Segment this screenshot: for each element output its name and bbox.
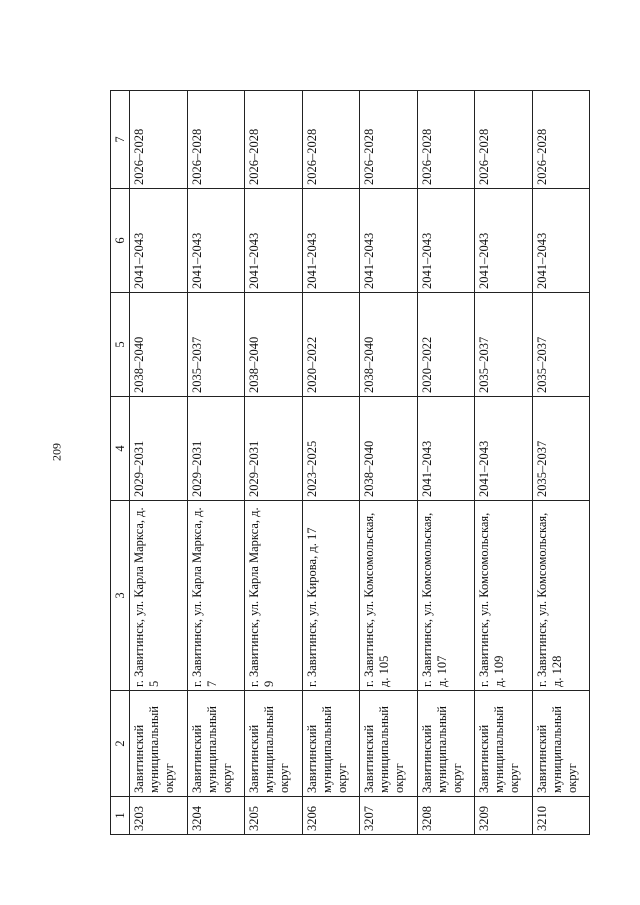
period-cell: 2020–2022 bbox=[417, 293, 475, 397]
row-number: 3209 bbox=[475, 797, 533, 835]
period-cell: 2035–2037 bbox=[532, 293, 590, 397]
period-cell: 2041–2043 bbox=[187, 189, 245, 293]
address-cell: г. Завитинск, ул. Комсомольская, д. 128 bbox=[532, 501, 590, 691]
table-row bbox=[245, 91, 303, 835]
period-cell: 2041–2043 bbox=[245, 189, 303, 293]
period-cell: 2026–2028 bbox=[532, 91, 590, 189]
address-cell: г. Завитинск, ул. Кирова, д. 17 bbox=[302, 501, 360, 691]
period-cell: 2038–2040 bbox=[360, 397, 418, 501]
header-row bbox=[111, 91, 130, 835]
table-container bbox=[110, 91, 590, 835]
municipality-cell: Завитинский муниципальный округ bbox=[187, 691, 245, 797]
table-row bbox=[475, 91, 533, 835]
period-cell: 2035–2037 bbox=[187, 293, 245, 397]
row-number: 3206 bbox=[302, 797, 360, 835]
period-cell: 2026–2028 bbox=[417, 91, 475, 189]
period-cell: 2041–2043 bbox=[130, 189, 188, 293]
column-header: 3 bbox=[111, 501, 130, 691]
municipality-cell: Завитинский муниципальный округ bbox=[130, 691, 188, 797]
municipality-cell: Завитинский муниципальный округ bbox=[475, 691, 533, 797]
address-cell: г. Завитинск, ул. Комсомольская, д. 107 bbox=[417, 501, 475, 691]
address-cell: г. Завитинск, ул. Комсомольская, д. 105 bbox=[360, 501, 418, 691]
row-number: 3204 bbox=[187, 797, 245, 835]
municipality-cell: Завитинский муниципальный округ bbox=[360, 691, 418, 797]
table-row bbox=[130, 91, 188, 835]
row-number: 3203 bbox=[130, 797, 188, 835]
row-number: 3210 bbox=[532, 797, 590, 835]
row-number: 3205 bbox=[245, 797, 303, 835]
period-cell: 2026–2028 bbox=[245, 91, 303, 189]
table-row bbox=[360, 91, 418, 835]
table-row bbox=[187, 91, 245, 835]
period-cell: 2041–2043 bbox=[417, 397, 475, 501]
table-row bbox=[302, 91, 360, 835]
table-row bbox=[532, 91, 590, 835]
column-header: 6 bbox=[111, 189, 130, 293]
page-number: 209 bbox=[49, 443, 64, 461]
period-cell: 2038–2040 bbox=[130, 293, 188, 397]
address-cell: г. Завитинск, ул. Карла Маркса, д. 7 bbox=[187, 501, 245, 691]
table-row bbox=[417, 91, 475, 835]
row-number: 3208 bbox=[417, 797, 475, 835]
rotated-table-frame bbox=[110, 91, 590, 835]
municipality-cell: Завитинский муниципальный округ bbox=[245, 691, 303, 797]
period-cell: 2026–2028 bbox=[187, 91, 245, 189]
period-cell: 2026–2028 bbox=[130, 91, 188, 189]
column-header: 2 bbox=[111, 691, 130, 797]
period-cell: 2038–2040 bbox=[360, 293, 418, 397]
period-cell: 2020–2022 bbox=[302, 293, 360, 397]
period-cell: 2041–2043 bbox=[475, 397, 533, 501]
period-cell: 2035–2037 bbox=[475, 293, 533, 397]
column-header: 4 bbox=[111, 397, 130, 501]
period-cell: 2038–2040 bbox=[245, 293, 303, 397]
address-cell: г. Завитинск, ул. Карла Маркса, д. 5 bbox=[130, 501, 188, 691]
period-cell: 2029–2031 bbox=[130, 397, 188, 501]
period-cell: 2026–2028 bbox=[475, 91, 533, 189]
period-cell: 2029–2031 bbox=[245, 397, 303, 501]
period-cell: 2035–2037 bbox=[532, 397, 590, 501]
period-cell: 2041–2043 bbox=[302, 189, 360, 293]
column-header: 7 bbox=[111, 91, 130, 189]
row-number: 3207 bbox=[360, 797, 418, 835]
period-cell: 2029–2031 bbox=[187, 397, 245, 501]
municipality-cell: Завитинский муниципальный округ bbox=[532, 691, 590, 797]
column-header: 5 bbox=[111, 293, 130, 397]
address-cell: г. Завитинск, ул. Карла Маркса, д. 9 bbox=[245, 501, 303, 691]
period-cell: 2041–2043 bbox=[417, 189, 475, 293]
period-cell: 2041–2043 bbox=[360, 189, 418, 293]
address-cell: г. Завитинск, ул. Комсомольская, д. 109 bbox=[475, 501, 533, 691]
municipality-cell: Завитинский муниципальный округ bbox=[302, 691, 360, 797]
column-header: 1 bbox=[111, 797, 130, 835]
municipality-cell: Завитинский муниципальный округ bbox=[417, 691, 475, 797]
period-cell: 2041–2043 bbox=[475, 189, 533, 293]
period-cell: 2023–2025 bbox=[302, 397, 360, 501]
period-cell: 2026–2028 bbox=[360, 91, 418, 189]
schedule-table bbox=[110, 90, 590, 835]
period-cell: 2041–2043 bbox=[532, 189, 590, 293]
period-cell: 2026–2028 bbox=[302, 91, 360, 189]
